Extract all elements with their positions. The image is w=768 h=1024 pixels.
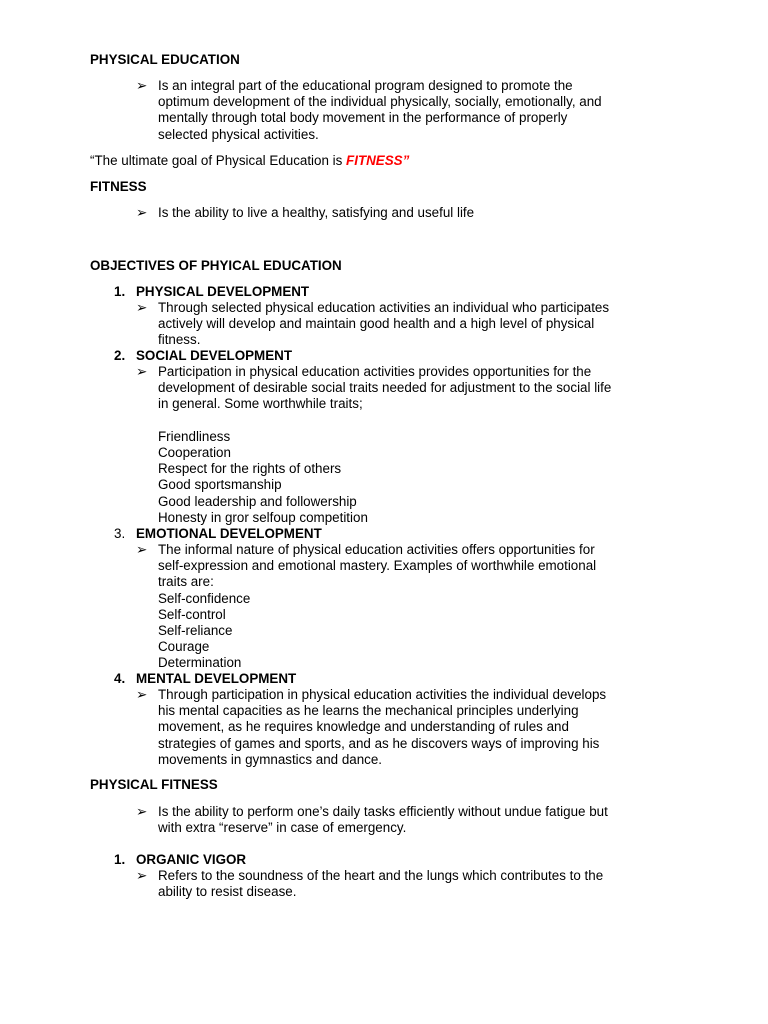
- objective-1-title: 1. PHYSICAL DEVELOPMENT: [114, 284, 310, 299]
- bullet-item: ➢ Is the ability to perform one’s daily tasks efficiently without undue fatigue but with extra “reserve” in case of emergency.: [136, 804, 608, 836]
- heading-objectives: OBJECTIVES OF PHYICAL EDUCATION: [90, 258, 342, 273]
- trait-item: Friendliness: [158, 428, 231, 444]
- pf-definition: [136, 804, 608, 836]
- heading-physical-education: PHYSICAL EDUCATION: [90, 52, 240, 67]
- bullet-item: ➢ Is an integral part of the educational program designed to promote the optimum development of the individual physically, socially, emotionally, and mentally through total body movement in the performance of properly selected physical activities.: [136, 78, 602, 142]
- fitness-definition: [136, 205, 474, 221]
- objective-4-title: 4. MENTAL DEVELOPMENT: [114, 671, 297, 686]
- objective-3-body: [136, 542, 596, 672]
- heading-physical-fitness: PHYSICAL FITNESS: [90, 777, 218, 792]
- arrow-bullet-icon: ➢: [136, 78, 148, 93]
- bullet-item: ➢ Refers to the soundness of the heart and the lungs which contributes to the ability to resist disease.: [136, 868, 604, 900]
- arrow-bullet-icon: ➢: [136, 364, 148, 379]
- heading-fitness: FITNESS: [90, 179, 147, 194]
- objective-2-title: 2. SOCIAL DEVELOPMENT: [114, 348, 292, 363]
- organic-vigor-body: [136, 868, 603, 900]
- pe-definition: [136, 78, 602, 143]
- bullet-item: ➢ Through participation in physical education activities the individual develops his mental capacities as he learns the mechanical principles underlying movement, as he requires knowledge and understanding of rules and strategies of games and sports, and as he discovers ways of improving his movements in gymnastics and dance.: [136, 687, 607, 767]
- objective-1-body: [136, 300, 609, 349]
- bullet-item: ➢ The informal nature of physical education activities offers opportunities for self-expression and emotional mastery. Examples of worthwhile emotional traits are:: [136, 542, 597, 590]
- trait-item: Self-confidence: [158, 590, 251, 606]
- objective-3-title: 3. EMOTIONAL DEVELOPMENT: [114, 526, 322, 541]
- goal-word: FITNESS”: [346, 153, 410, 168]
- trait-item: Good sportsmanship: [158, 477, 282, 493]
- arrow-bullet-icon: ➢: [136, 804, 148, 819]
- objective-4-body: [136, 687, 606, 768]
- trait-item: Cooperation: [158, 445, 231, 460]
- trait-item: Determination: [158, 655, 242, 671]
- organic-vigor-title: 1. ORGANIC VIGOR: [114, 852, 247, 867]
- trait-item: Respect for the rights of others: [158, 461, 342, 477]
- trait-item: Good leadership and followership: [158, 493, 357, 509]
- bullet-item: ➢ Is the ability to live a healthy, satisfying and useful life: [136, 205, 475, 220]
- trait-item: Courage: [158, 639, 210, 655]
- arrow-bullet-icon: ➢: [136, 868, 148, 883]
- objective-2-body: [136, 364, 611, 526]
- arrow-bullet-icon: ➢: [136, 300, 148, 315]
- trait-item: Self-control: [158, 606, 226, 622]
- arrow-bullet-icon: ➢: [136, 205, 148, 220]
- arrow-bullet-icon: ➢: [136, 687, 148, 702]
- trait-item: Self-reliance: [158, 623, 233, 639]
- arrow-bullet-icon: ➢: [136, 542, 148, 557]
- bullet-item: ➢ Through selected physical education activities an individual who participates actively will develop and maintain good health and a high level of physical fitness.: [136, 300, 610, 348]
- bullet-item: ➢ Participation in physical education activities provides opportunities for the development of desirable social traits needed for adjustment to the social life in general. Some worthwhile traits;: [136, 364, 612, 412]
- trait-item: Honesty in gror selfoup competition: [158, 509, 368, 525]
- goal-statement: “The ultimate goal of Physical Education is FITNESS”: [90, 153, 410, 168]
